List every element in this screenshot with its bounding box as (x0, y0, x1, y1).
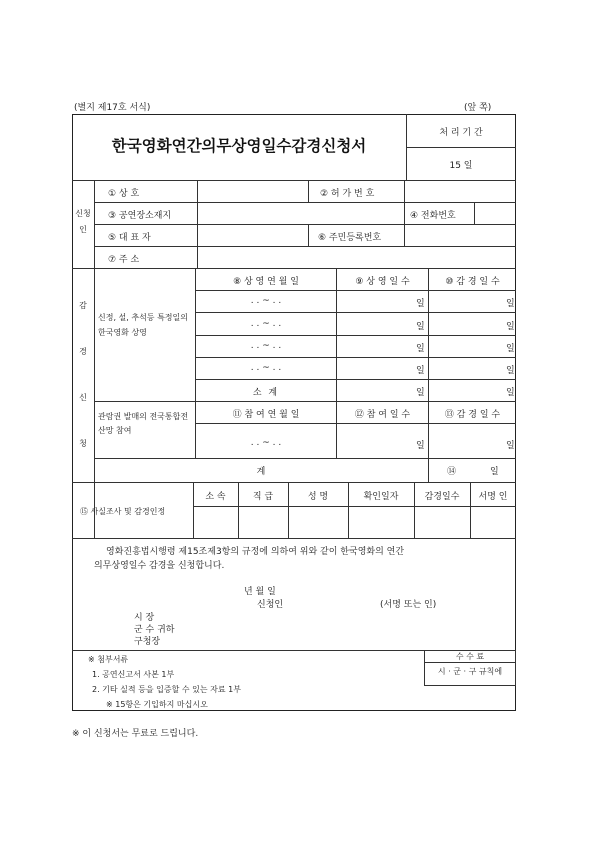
verification-col-days: 감경일수 (424, 492, 460, 502)
statement-line-2: 의무상영일수 감경을 신청합니다. (94, 561, 225, 571)
reduced-days-unit-2: 일 (506, 322, 515, 332)
verification-col-name: 성 명 (307, 492, 329, 502)
venue-address-label: ③ 공연장소재지 (108, 211, 172, 221)
verification-col-rank: 직 급 (252, 492, 274, 502)
attachment-item-2: 2. 기타 실적 등을 입증할 수 있는 자료 1부 (92, 685, 241, 694)
resident-number-field[interactable] (405, 225, 516, 246)
phone-label: ④ 전화번호 (410, 211, 456, 221)
address-field[interactable] (198, 247, 516, 268)
screening-days-unit-subtotal: 일 (416, 388, 425, 398)
trade-name-label: ① 상 호 (108, 189, 140, 199)
recipient-county: 군 수 귀하 (134, 625, 175, 635)
recipient-mayor: 시 장 (134, 613, 155, 623)
applicant-section-label: 신청 (75, 209, 91, 218)
reduction-section-char-2: 경 (79, 347, 87, 356)
resident-number-label: ⑥ 주민등록번호 (318, 233, 382, 243)
total-label: 계 (256, 467, 266, 477)
statement-line-1: 영화진흥법시행령 제15조제3항의 규정에 의하여 위와 같이 한국영화의 연간 (106, 547, 405, 557)
screening-days-unit-1: 일 (416, 299, 425, 309)
venue-address-field[interactable] (198, 203, 404, 224)
applicant-signature-label: 신청인 (257, 600, 284, 610)
reduced-days-unit-4: 일 (506, 366, 515, 376)
attachments-title: ※ 첨부서류 (88, 655, 129, 664)
processing-period: 15 일 (449, 161, 473, 171)
permit-number-field[interactable] (405, 181, 516, 202)
total-unit: 일 (490, 467, 499, 477)
participation-period[interactable]: . . ~ . . (250, 438, 282, 448)
screening-days-unit-4: 일 (416, 366, 425, 376)
address-label: ⑦ 주 소 (108, 255, 140, 265)
screening-period-3[interactable]: . . ~ . . (250, 341, 282, 351)
attachment-item-1: 1. 공연신고서 사본 1부 (92, 670, 175, 679)
phone-field[interactable] (475, 203, 516, 224)
footer-note: ※ 이 신청서는 무료로 드립니다. (72, 729, 199, 739)
representative-field[interactable] (198, 225, 308, 246)
verification-col-signature: 서명 인 (478, 492, 508, 502)
col-screening-period: ⑧ 상 영 연 월 일 (233, 277, 299, 287)
holiday-screening-label: 신정, 설, 추석등 특정일의 한국영화 상영 (98, 313, 188, 337)
form-title: 한국영화연간의무상영일수감경신청서 (111, 137, 367, 155)
reduction-section-char-4: 청 (79, 439, 87, 448)
verification-col-date: 확인일자 (363, 492, 399, 502)
screening-period-1[interactable]: . . ~ . . (250, 296, 282, 306)
col-participation-period: ⑪ 참 여 연 월 일 (232, 410, 300, 420)
form-number: (별지 제17호 서식) (74, 103, 151, 113)
verification-col-affiliation: 소 속 (205, 492, 226, 502)
reduction-section-char-1: 감 (79, 301, 87, 310)
signature-or-seal[interactable]: (서명 또는 인) (380, 600, 437, 610)
permit-number-label: ② 허 가 번 호 (320, 189, 375, 199)
attachments-note: ※ 15항은 기입하지 마십시오 (106, 700, 208, 709)
screening-days-unit-2: 일 (416, 322, 425, 332)
col-screening-days: ⑨ 상 영 일 수 (355, 277, 410, 287)
subtotal-label: 소 계 (252, 388, 280, 398)
reduced-days-unit-3: 일 (506, 344, 515, 354)
trade-name-field[interactable] (197, 181, 308, 202)
ticketing-network-label: 관람권 발매의 전국통합전산망 참여 (98, 412, 189, 435)
fee-value: 시 · 군 · 구 규칙에 (437, 667, 503, 676)
fee-label: 수 수 료 (455, 652, 485, 661)
reduction-section-char-3: 신 (79, 393, 87, 402)
application-date[interactable]: 년 월 일 (244, 587, 276, 597)
reduced-days-unit-5: 일 (506, 441, 515, 451)
participation-days-unit: 일 (416, 441, 425, 451)
reduced-days-unit-subtotal: 일 (506, 388, 515, 398)
reduced-days-unit-1: 일 (506, 299, 515, 309)
recipient-district: 구청장 (134, 637, 161, 647)
screening-period-2[interactable]: . . ~ . . (250, 319, 282, 329)
screening-period-4[interactable]: . . ~ . . (250, 363, 282, 373)
applicant-section-label-2: 인 (79, 225, 87, 234)
page-side: (앞 쪽) (464, 103, 492, 113)
total-number-mark: ⑭ (447, 467, 457, 477)
representative-label: ⑤ 대 표 자 (108, 233, 151, 243)
col-participation-days: ⑫ 참 여 일 수 (354, 410, 411, 420)
screening-days-unit-3: 일 (416, 344, 425, 354)
col-reduced-days: ⑩ 감 경 일 수 (445, 277, 500, 287)
processing-label: 처 리 기 간 (439, 128, 483, 138)
verification-label: ⑮ 사실조사 및 감경인정 (80, 507, 166, 516)
col-reduced-days-2: ⑬ 감 경 일 수 (444, 410, 501, 420)
